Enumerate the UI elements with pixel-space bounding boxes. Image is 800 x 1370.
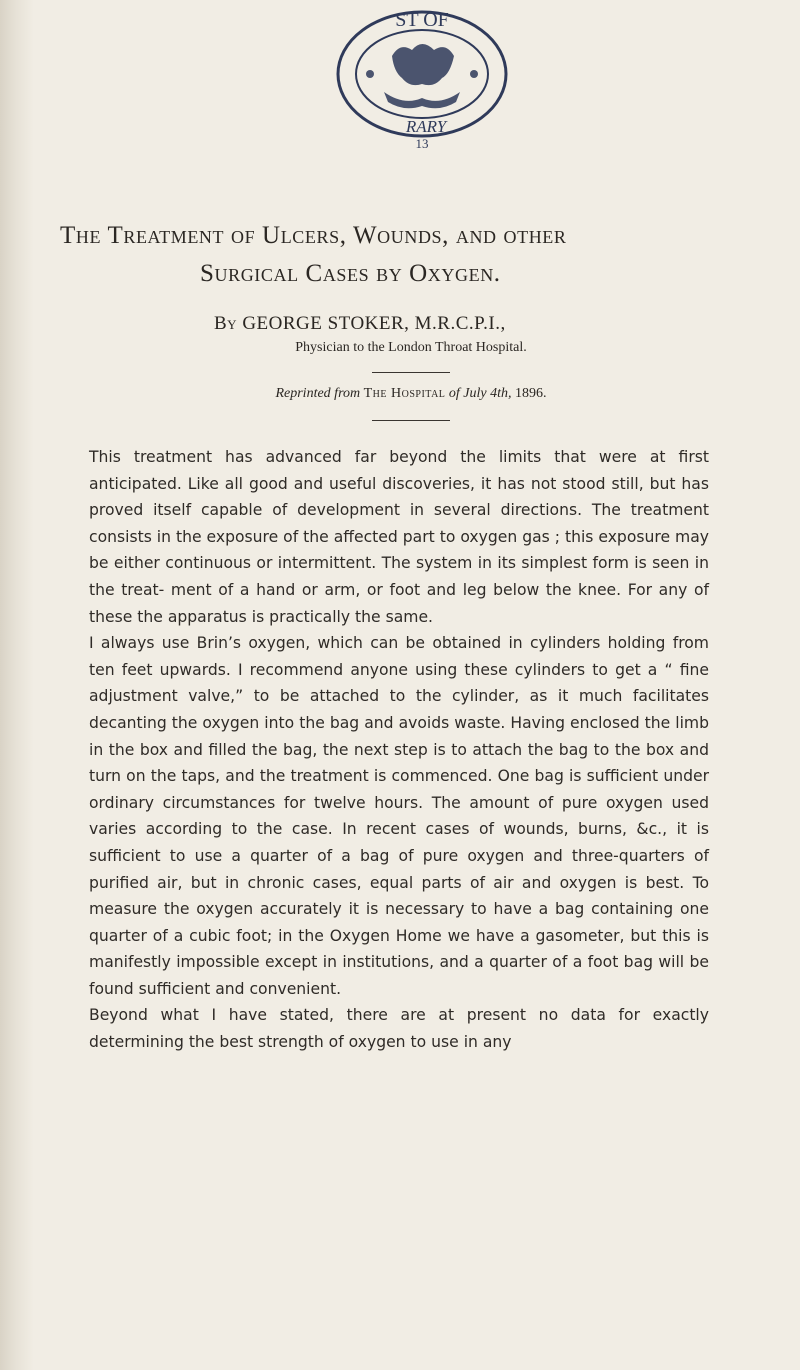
stamp-text-top: ST OF (395, 9, 449, 31)
paragraph: Beyond what I have stated, there are at present no data for exactly determining the best strength of oxygen to use in any (89, 1006, 709, 1052)
stamp-number: 13 (415, 136, 429, 151)
reprint-year: 1896. (515, 386, 547, 401)
page-edge-shadow (0, 0, 34, 1370)
article-body (89, 444, 709, 1056)
author-affiliation: Physician to the London Throat Hospital. (295, 340, 527, 355)
title-line-2: Surgical Cases by Oxygen. (200, 260, 501, 287)
reprint-date-lead: of July (448, 386, 487, 401)
stamp-crest-icon (366, 44, 478, 108)
journal-name: The Hospital (363, 386, 446, 401)
reprint-lead: Reprinted from (275, 386, 361, 401)
reprint-note (0, 386, 800, 402)
library-stamp (322, 4, 522, 152)
paragraph: This treatment has advanced far beyond the limits that were at first anticipated. Like all good and useful discoveries, it has not stood still, but has proved itself capable of development in several directions. The treatment consists in the exposure of the affected part to oxygen gas ; this exposure may be either continuous or intermittent. The system in its simplest form is seen in the treat- ment of a hand or arm, or foot and leg below the knee. For any of these the apparatus is practically the same. (89, 448, 709, 626)
stamp-text-bottom: RARY (405, 117, 447, 136)
divider-top (372, 372, 450, 373)
byline (214, 313, 634, 335)
reprint-day: 4th, (490, 386, 512, 401)
byline-prefix: By (214, 313, 238, 334)
divider-bottom (372, 420, 450, 421)
author-name: GEORGE STOKER, M.R.C.P.I., (242, 313, 506, 334)
paragraph: I always use Brin’s oxygen, which can be obtained in cylinders holding from ten feet upwards. I recommend anyone using these cylinders to get a “ fine adjustment valve,” to be attached to the cylinder, as it much facilitates decanting the oxygen into the bag and avoids waste. Having enclosed the limb in the box and filled the bag, the next step is to attach the bag to the box and turn on the taps, and the treatment is commenced. One bag is sufficient under ordinary circumstances for twelve hours. The amount of pure oxygen used varies according to the case. In recent cases of wounds, burns, &c., it is sufficient to use a quarter of a bag of pure oxygen and three-quarters of purified air, but in chronic cases, equal parts of air and oxygen is best. To measure the oxygen accurately it is necessary to have a bag containing one quarter of a cubic foot; in the Oxygen Home we have a gasometer, but this is manifestly impossible except in institutions, and a quarter of a foot bag will be found sufficient and convenient. (89, 634, 709, 998)
title-line-1: The Treatment of Ulcers, Wounds, and other (60, 222, 567, 249)
